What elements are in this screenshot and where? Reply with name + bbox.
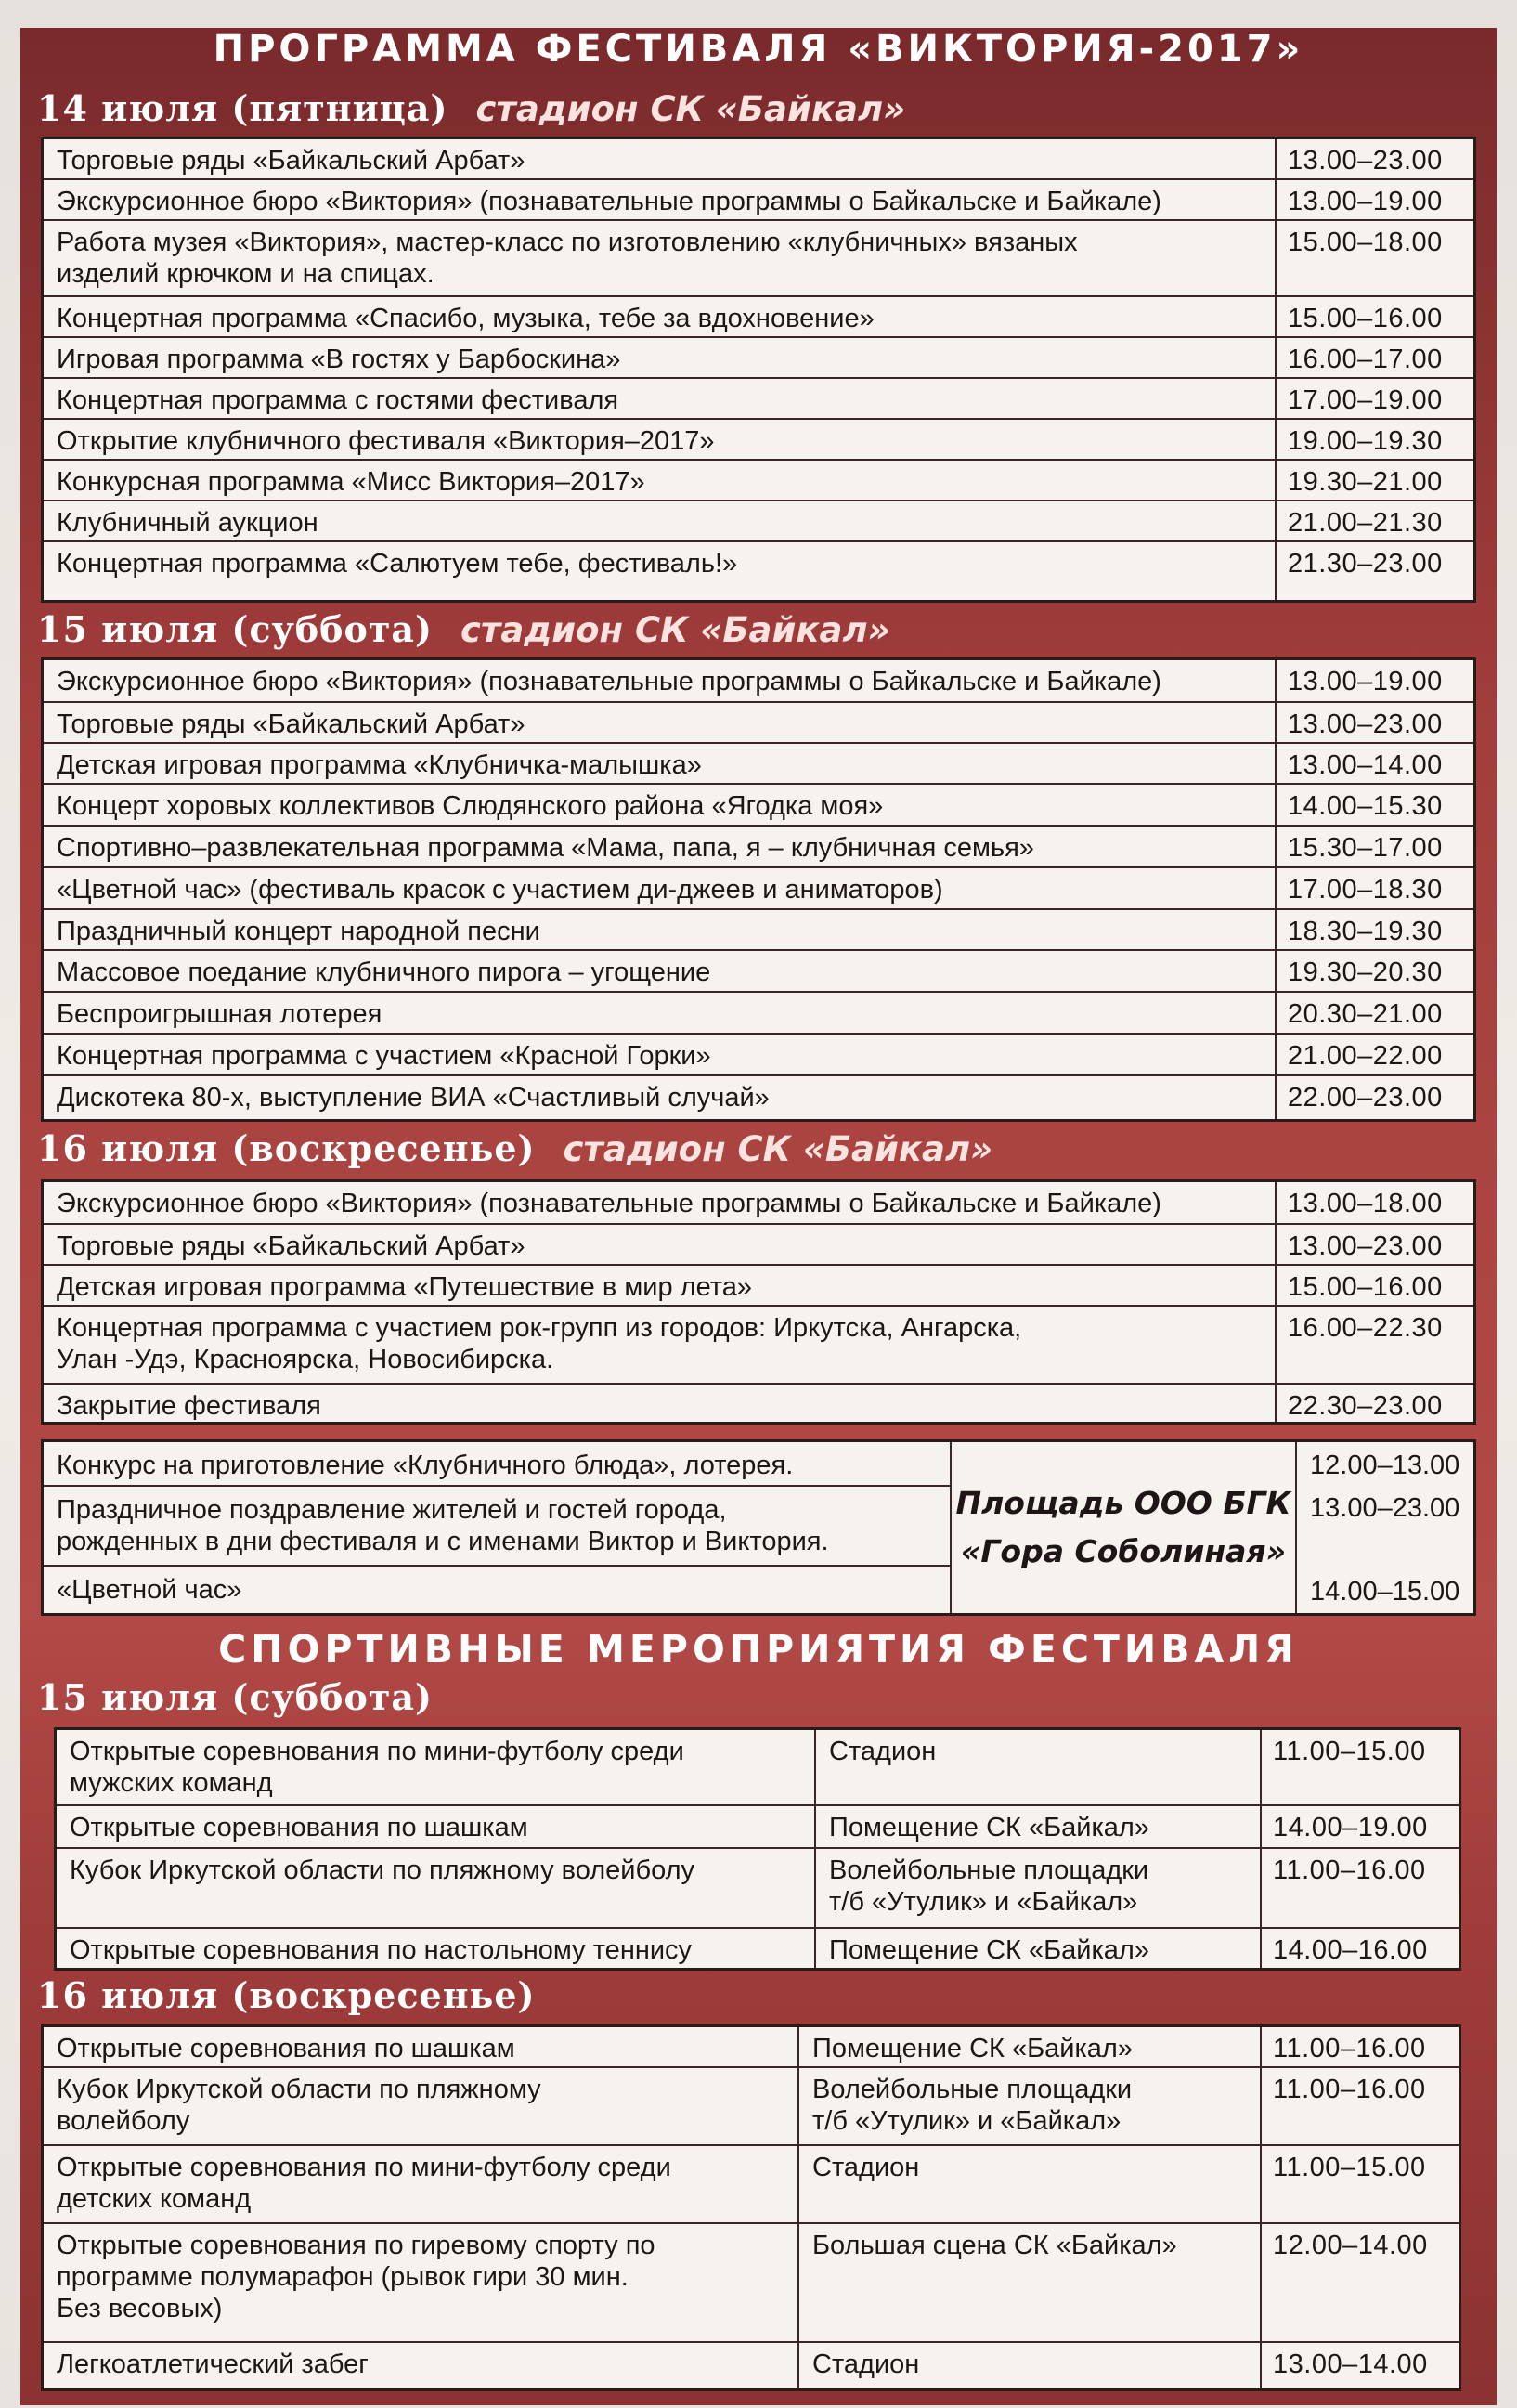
event-place: Волейбольные площадки т/б «Утулик» и «Байкал» <box>814 1849 1260 1927</box>
event-time: 21.00–21.30 <box>1275 501 1473 540</box>
event-time: 19.00–19.30 <box>1275 420 1473 459</box>
event-time: 13.00–19.00 <box>1275 180 1473 219</box>
schedule-table-14-july <box>41 137 1476 603</box>
event-title: Открытие клубничного фестиваля «Виктория–2017» <box>57 426 715 456</box>
event-time: 12.00–14.00 <box>1260 2224 1459 2341</box>
event-title: Конкурс на приготовление «Клубничного блюда», лотерея. <box>57 1451 794 1480</box>
event-title: Концерт хоровых коллективов Слюдянского района «Ягодка моя» <box>57 791 884 821</box>
day-label: 14 июля (пятница) <box>37 87 448 129</box>
table-row <box>44 338 1473 379</box>
event-time: 13.00–23.00 <box>1310 1493 1460 1523</box>
table-row <box>44 1225 1473 1266</box>
event-title: Концертная программа «Салютуем тебе, фестиваль!» <box>57 549 738 579</box>
schedule-table-gora-sobolinaya <box>41 1439 1476 1616</box>
event-title: Клубничный аукцион <box>57 508 318 538</box>
event-time: 19.30–21.00 <box>1275 461 1473 500</box>
event-title: Концертная программа с гостями фестиваля <box>57 385 619 415</box>
table-row <box>44 420 1473 461</box>
event-time: 11.00–16.00 <box>1260 2068 1459 2144</box>
event-title: Концертная программа «Спасибо, музыка, тебе за вдохновение» <box>57 304 875 333</box>
event-time: 12.00–13.00 <box>1310 1451 1460 1480</box>
table-row <box>44 1442 950 1487</box>
table-row <box>44 868 1473 910</box>
table-row <box>44 139 1473 180</box>
event-time: 13.00–23.00 <box>1275 1225 1473 1264</box>
table-row <box>57 1849 1459 1929</box>
event-title: Открытые соревнования по шашкам <box>70 1813 528 1842</box>
table-row <box>44 785 1473 827</box>
event-title: Экскурсионное бюро «Виктория» (познавательные программы о Байкальске и Байкале) <box>57 667 1161 696</box>
event-time: 15.00–16.00 <box>1275 1266 1473 1305</box>
event-title: Концертная программа с участием рок-групп из городов: Иркутска, Ангарска, Улан -Удэ, Красноярска, Новосибирска. <box>57 1313 1022 1374</box>
venue-label: стадион СК «Байкал» <box>460 610 890 650</box>
event-time: 22.30–23.00 <box>1275 1385 1473 1422</box>
event-time: 13.00–14.00 <box>1275 744 1473 783</box>
event-place: Большая сцена СК «Байкал» <box>797 2224 1260 2341</box>
event-title: Беспроигрышная лотерея <box>57 999 382 1029</box>
program-heading: ПРОГРАММА ФЕСТИВАЛЯ «ВИКТОРИЯ-2017» <box>213 28 1304 71</box>
venue-label: Площадь ООО БГК «Гора Соболиная» <box>955 1485 1291 1569</box>
event-title: Кубок Иркутской области по пляжному волейболу <box>57 2075 541 2136</box>
table-row <box>44 2224 1459 2343</box>
table-row <box>44 461 1473 501</box>
table-row <box>44 1266 1473 1307</box>
event-title: Экскурсионное бюро «Виктория» (познавательные программы о Байкальске и Байкале) <box>57 187 1161 216</box>
sport-day-header-16-july <box>37 1974 1517 2016</box>
event-title: Торговые ряды «Байкальский Арбат» <box>57 709 525 739</box>
event-title: Детская игровая программа «Клубничка-малышка» <box>57 750 702 780</box>
extra-times-column <box>1297 1442 1473 1613</box>
event-time: 13.00–23.00 <box>1275 703 1473 742</box>
table-row <box>57 1730 1459 1806</box>
event-time: 15.00–16.00 <box>1275 297 1473 336</box>
event-title: Легкоатлетический забег <box>57 2349 369 2379</box>
event-title: Конкурсная программа «Мисс Виктория–2017» <box>57 467 645 497</box>
schedule-table-16-july <box>41 1179 1476 1425</box>
event-place: Волейбольные площадки т/б «Утулик» и «Байкал» <box>797 2068 1260 2144</box>
event-time: 14.00–15.00 <box>1310 1577 1460 1607</box>
event-title: Открытые соревнования по гиревому спорту по программе полумарафон (рывок гири 30 мин. Без весовых) <box>57 2231 655 2323</box>
sport-table-15-july <box>54 1727 1461 1971</box>
event-time: 20.30–21.00 <box>1275 993 1473 1033</box>
day-header-14-july <box>37 87 1517 129</box>
day-label: 16 июля (воскресенье) <box>37 1974 536 2016</box>
event-title: Открытые соревнования по мини-футболу среди мужских команд <box>70 1737 684 1798</box>
event-place: Помещение СК «Байкал» <box>797 2027 1260 2066</box>
event-title: Открытые соревнования по мини-футболу среди детских команд <box>57 2153 671 2214</box>
extra-events-column <box>44 1442 952 1613</box>
event-title: Закрытие фестиваля <box>57 1391 321 1421</box>
event-time: 11.00–16.00 <box>1260 1849 1459 1927</box>
event-title: «Цветной час» (фестиваль красок с участием ди-джеев и аниматоров) <box>57 875 943 905</box>
event-place: Стадион <box>797 2146 1260 2222</box>
day-header-15-july <box>37 608 1517 650</box>
event-time: 21.00–22.00 <box>1275 1035 1473 1074</box>
table-row <box>44 2343 1459 2388</box>
event-title: Детская игровая программа «Путешествие в мир лета» <box>57 1272 752 1302</box>
event-title: Дискотека 80-х, выступление ВИА «Счастливый случай» <box>57 1083 770 1113</box>
event-place: Помещение СК «Байкал» <box>814 1929 1260 1968</box>
event-title: Праздничное поздравление жителей и гостей города, рожденных в дни фестиваля и с именами Виктор и Виктория. <box>57 1495 829 1556</box>
event-title: «Цветной час» <box>57 1575 242 1605</box>
table-row <box>44 542 1473 600</box>
table-row <box>44 1385 1473 1422</box>
event-time: 14.00–15.30 <box>1275 785 1473 825</box>
event-title: Праздничный концерт народной песни <box>57 917 540 946</box>
table-row <box>44 993 1473 1035</box>
day-label: 16 июля (воскресенье) <box>37 1127 536 1169</box>
sport-heading: СПОРТИВНЫЕ МЕРОПРИЯТИЯ ФЕСТИВАЛЯ <box>218 1627 1299 1672</box>
table-row <box>44 221 1473 297</box>
table-row <box>44 1487 950 1567</box>
table-row <box>57 1806 1459 1849</box>
day-label: 15 июля (суббота) <box>37 1676 433 1718</box>
day-label: 15 июля (суббота) <box>37 608 433 650</box>
table-row <box>44 2146 1459 2224</box>
event-time: 15.30–17.00 <box>1275 827 1473 866</box>
table-row <box>44 501 1473 542</box>
table-row <box>44 1076 1473 1119</box>
extra-venue-label <box>952 1442 1297 1613</box>
event-time: 11.00–15.00 <box>1260 2146 1459 2222</box>
table-row <box>44 1035 1473 1076</box>
event-time: 14.00–19.00 <box>1260 1806 1459 1847</box>
event-title: Работа музея «Виктория», мастер-класс по изготовлению «клубничных» вязаных изделий крючком и на спицах. <box>57 228 1078 289</box>
sport-table-16-july <box>41 2024 1461 2391</box>
event-time: 22.00–23.00 <box>1275 1076 1473 1119</box>
event-place: Помещение СК «Байкал» <box>814 1806 1260 1847</box>
table-row <box>44 703 1473 744</box>
venue-label: стадион СК «Байкал» <box>475 89 906 129</box>
event-title: Кубок Иркутской области по пляжному волейболу <box>70 1855 694 1885</box>
table-row <box>44 1307 1473 1385</box>
event-title: Открытые соревнования по шашкам <box>57 2034 515 2063</box>
event-title: Торговые ряды «Байкальский Арбат» <box>57 146 525 176</box>
table-row <box>44 910 1473 951</box>
event-title: Открытые соревнования по настольному теннису <box>70 1935 693 1965</box>
table-row <box>44 951 1473 993</box>
event-time: 13.00–19.00 <box>1275 660 1473 701</box>
event-title: Спортивно–развлекательная программа «Мама, папа, я – клубничная семья» <box>57 833 1034 863</box>
event-time: 13.00–23.00 <box>1275 139 1473 178</box>
venue-label: стадион СК «Байкал» <box>563 1129 993 1169</box>
table-row <box>44 744 1473 785</box>
event-time: 19.30–20.30 <box>1275 951 1473 991</box>
event-time: 16.00–17.00 <box>1275 338 1473 377</box>
event-time: 17.00–19.00 <box>1275 379 1473 418</box>
table-row <box>44 297 1473 338</box>
schedule-table-15-july <box>41 657 1476 1122</box>
event-title: Торговые ряды «Байкальский Арбат» <box>57 1231 525 1261</box>
event-title: Игровая программа «В гостях у Барбоскина» <box>57 345 621 374</box>
sport-day-header-15-july <box>37 1676 1517 1718</box>
event-time: 17.00–18.30 <box>1275 868 1473 908</box>
event-time: 11.00–16.00 <box>1260 2027 1459 2066</box>
event-place: Стадион <box>814 1730 1260 1804</box>
table-row <box>44 1567 950 1613</box>
event-title: Массовое поедание клубничного пирога – угощение <box>57 957 711 987</box>
event-title: Концертная программа с участием «Красной Горки» <box>57 1041 711 1071</box>
table-row <box>44 660 1473 703</box>
event-time: 13.00–14.00 <box>1260 2343 1459 2388</box>
event-time: 14.00–16.00 <box>1260 1929 1459 1968</box>
table-row <box>44 2027 1459 2068</box>
table-row <box>44 827 1473 868</box>
table-row <box>44 1182 1473 1225</box>
event-time: 15.00–18.00 <box>1275 221 1473 295</box>
table-row <box>57 1929 1459 1968</box>
event-time: 13.00–18.00 <box>1275 1182 1473 1223</box>
event-place: Стадион <box>797 2343 1260 2388</box>
event-time: 16.00–22.30 <box>1275 1307 1473 1383</box>
event-time: 11.00–15.00 <box>1260 1730 1459 1804</box>
event-time: 21.30–23.00 <box>1275 542 1473 600</box>
table-row <box>44 379 1473 420</box>
event-time: 18.30–19.30 <box>1275 910 1473 949</box>
table-row <box>44 180 1473 221</box>
event-title: Экскурсионное бюро «Виктория» (познавательные программы о Байкальске и Байкале) <box>57 1189 1161 1218</box>
table-row <box>44 2068 1459 2146</box>
day-header-16-july <box>37 1127 1517 1169</box>
